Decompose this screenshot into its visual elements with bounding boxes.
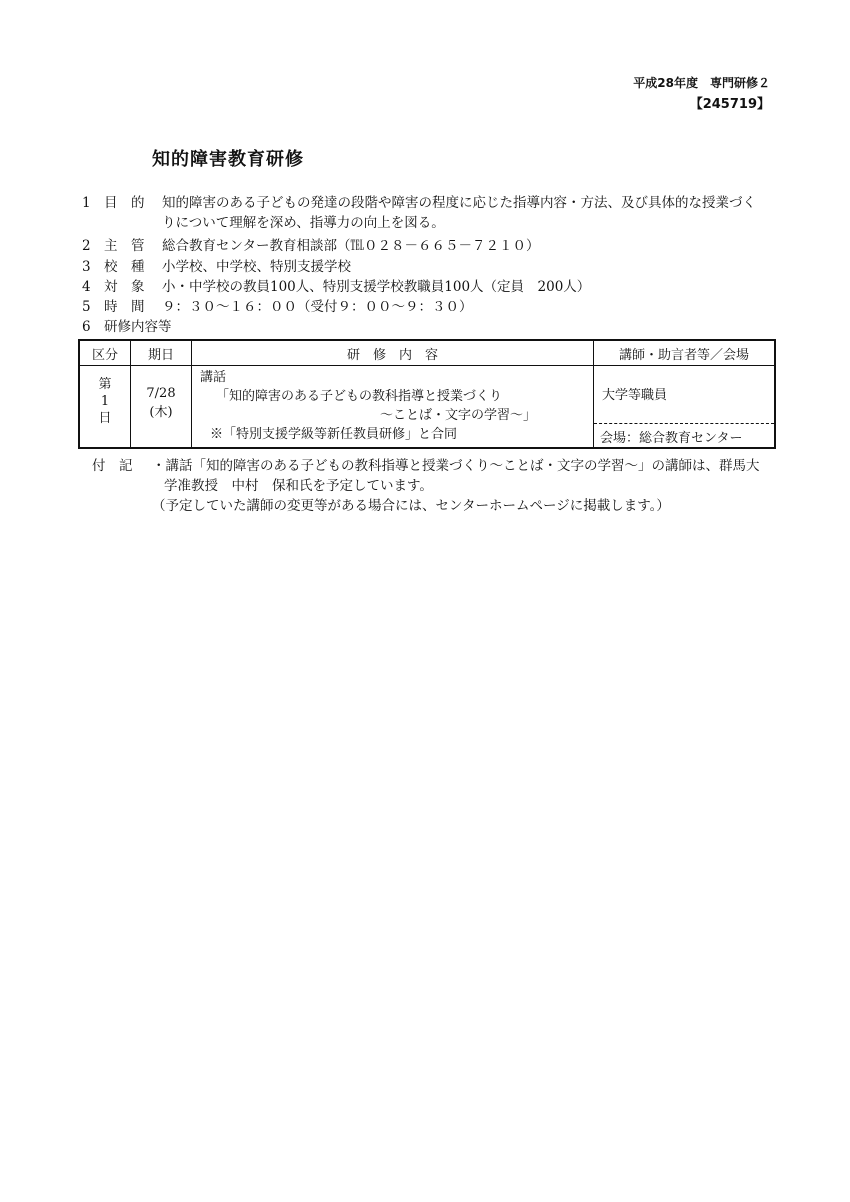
- item-content-heading: [82, 317, 172, 337]
- content-type: 講話: [200, 370, 227, 385]
- item-text: 小・中学校の教員100人、特別支援学校教職員100人（定員 200人）: [162, 279, 591, 295]
- header-content: 研 修 内 容: [192, 340, 594, 366]
- item-text: ９：３０～１６：００（受付９：００～９：３０）: [162, 299, 473, 315]
- item-label: 目 的: [104, 195, 145, 211]
- date-text: 7/28: [146, 386, 176, 401]
- note-text: 学准教授 中村 保和氏を予定しています。: [164, 478, 433, 494]
- item-number: 1: [82, 195, 91, 211]
- item-text: りについて理解を深め、指導力の向上を図る。: [162, 215, 445, 231]
- course-code: 【245719】: [689, 97, 770, 112]
- training-table: [78, 339, 776, 449]
- kubun-cell: [79, 366, 131, 449]
- item-number: 2: [82, 238, 91, 254]
- content-cell: [192, 366, 594, 449]
- table-row: [79, 366, 775, 449]
- item-number: 5: [82, 299, 91, 315]
- item-text: 総合教育センター教育相談部（℡０２８－６６５－７２１０）: [162, 238, 540, 254]
- venue-text: 会場：総合教育センター: [600, 431, 743, 446]
- item-target: [82, 277, 590, 297]
- item-label: 研修内容等: [104, 319, 172, 335]
- notes-label: 付 記: [92, 458, 133, 474]
- item-number: 4: [82, 279, 91, 295]
- item-label: 主 管: [104, 238, 145, 254]
- item-management: [82, 236, 539, 256]
- weekday-text: (木): [149, 405, 173, 420]
- item-school-type: [82, 257, 351, 277]
- note-text: （予定していた講師の変更等がある場合には、センターホームページに掲載します。）: [152, 498, 670, 514]
- kubun-text: 1: [100, 394, 110, 409]
- header-date: 期日: [131, 340, 192, 366]
- item-label: 校 種: [104, 259, 145, 275]
- joint-note: ※「特別支援学級等新任教員研修」と合同: [210, 427, 458, 442]
- lecturer-text: 大学等職員: [602, 388, 668, 403]
- kubun-text: 第: [98, 377, 112, 392]
- item-label: 時 間: [104, 299, 145, 315]
- header-kubun: 区分: [79, 340, 131, 366]
- kubun-text: 日: [98, 411, 112, 426]
- header-lecturer: 講師・助言者等／会場: [594, 340, 776, 366]
- lecture-title: 「知的障害のある子どもの教科指導と授業づくり: [216, 389, 503, 404]
- item-text: 小学校、中学校、特別支援学校: [162, 259, 351, 275]
- notes-section: [82, 456, 760, 516]
- item-text: 知的障害のある子どもの発達の段階や障害の程度に応じた指導内容・方法、及び具体的な授業づく: [162, 195, 756, 211]
- item-number: 6: [82, 319, 91, 335]
- item-purpose: [82, 193, 756, 233]
- table-header-row: [79, 340, 775, 366]
- page-title: 知的障害教育研修: [152, 149, 304, 170]
- item-time: [82, 297, 473, 317]
- item-number: 3: [82, 259, 91, 275]
- note-text: ・講話「知的障害のある子どもの教科指導と授業づくり～ことば・文字の学習～」の講師は、群馬大: [152, 458, 760, 474]
- item-label: 対 象: [104, 279, 145, 295]
- lecture-subtitle: ～ことば・文字の学習～」: [380, 408, 537, 423]
- header-year-label: 平成28年度 専門研修２: [633, 76, 770, 90]
- divider: [594, 423, 774, 424]
- lecturer-cell: [594, 366, 776, 449]
- date-cell: [131, 366, 192, 449]
